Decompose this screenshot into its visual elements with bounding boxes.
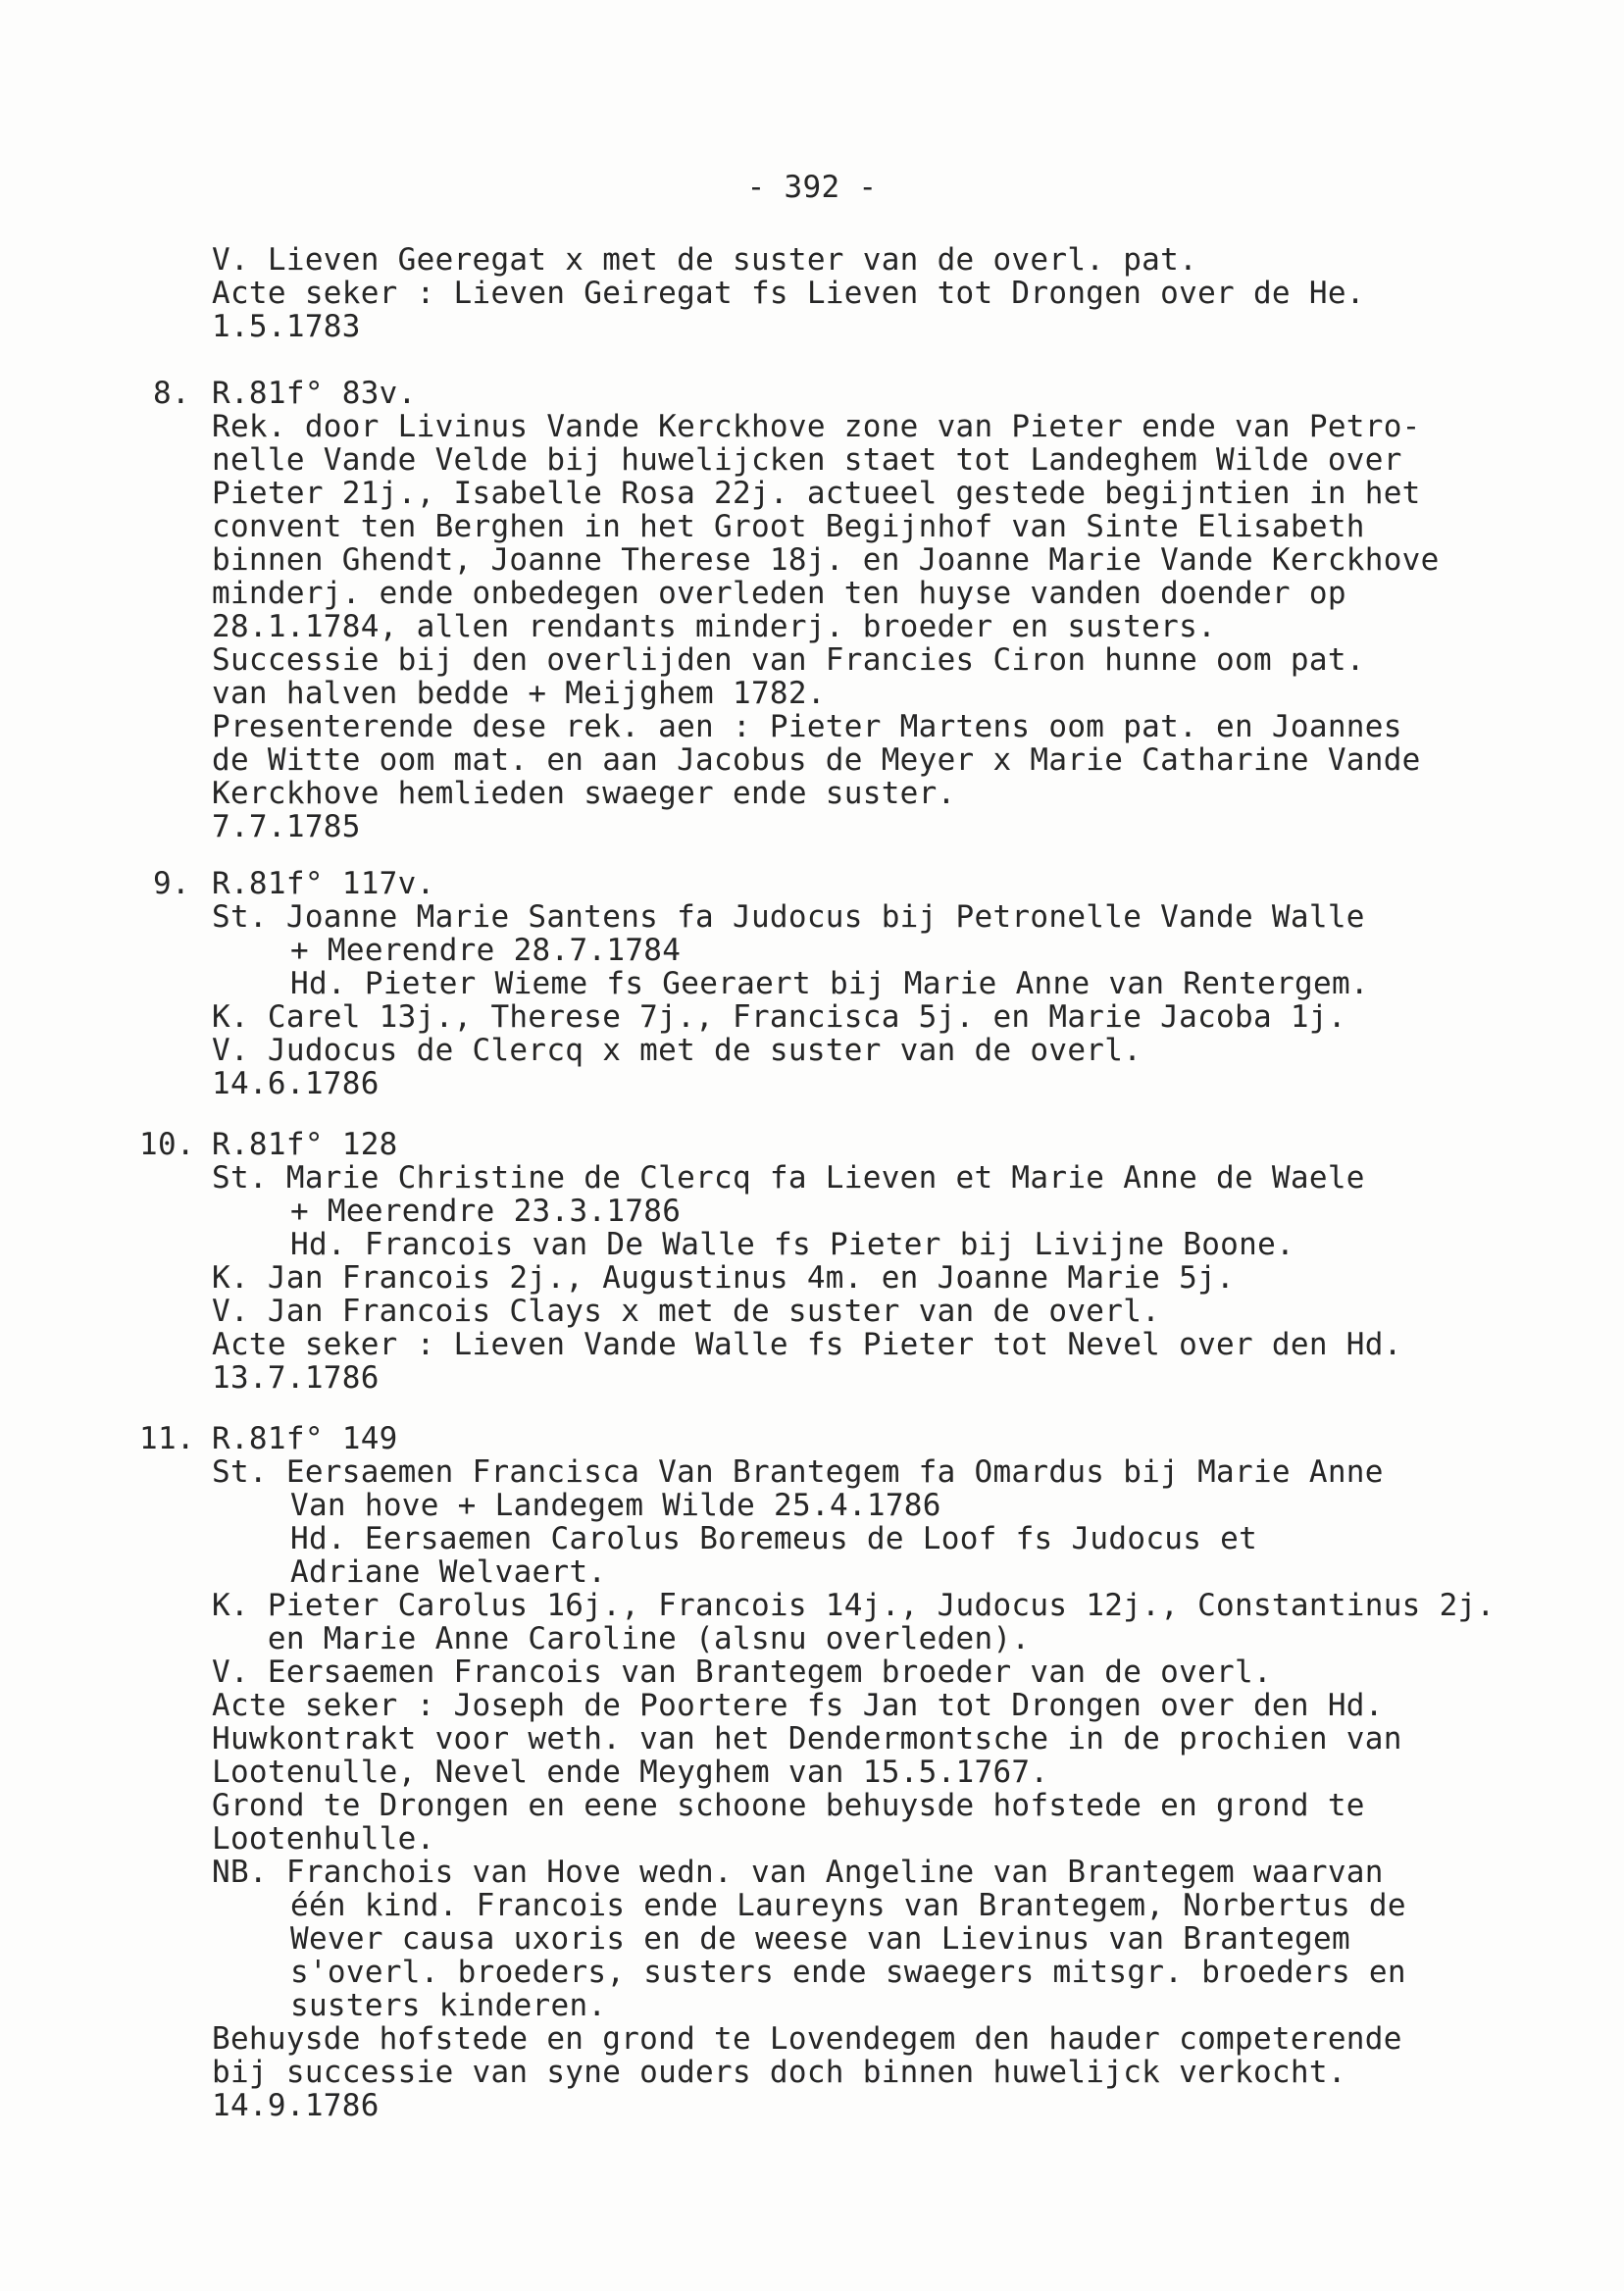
continuation-date: 1.5.1783 [212, 309, 361, 344]
entry-line: Pieter 21j., Isabelle Rosa 22j. actueel gestede begijntien in het [212, 476, 1421, 511]
entry-line: 28.1.1784, allen rendants minderj. broeder en susters. [212, 609, 1217, 644]
entry-line: Acte seker : Joseph de Poortere fs Jan tot Drongen over den Hd. [212, 1688, 1384, 1723]
entry-reference: R.81f° 83v. [212, 376, 417, 411]
entry-line: binnen Ghendt, Joanne Therese 18j. en Joanne Marie Vande Kerckhove [212, 542, 1440, 578]
entry-line: Adriane Welvaert. [290, 1554, 607, 1590]
entry-line: Hd. Eersaemen Carolus Boremeus de Loof fs Judocus et [290, 1521, 1258, 1556]
entry-line: Lootenhulle. [212, 1821, 435, 1857]
entry-reference: R.81f° 128 [212, 1127, 398, 1162]
entry-line: + Meerendre 28.7.1784 [290, 933, 682, 968]
entry-line: Rek. door Livinus Vande Kerckhove zone van Pieter ende van Petro- [212, 409, 1421, 444]
entry-number: 10. [139, 1127, 195, 1162]
entry-line: de Witte oom mat. en aan Jacobus de Meyer x Marie Catharine Vande [212, 742, 1421, 778]
entry-line: V. Jan Francois Clays x met de suster van de overl. [212, 1294, 1161, 1329]
entry-line: Van hove + Landegem Wilde 25.4.1786 [290, 1488, 941, 1523]
continuation-line: V. Lieven Geeregat x met de suster van de overl. pat. [212, 242, 1198, 278]
entry-line: 14.6.1786 [212, 1066, 380, 1101]
entry-line: 13.7.1786 [212, 1360, 380, 1396]
entry-line: K. Carel 13j., Therese 7j., Francisca 5j. en Marie Jacoba 1j. [212, 999, 1346, 1035]
entry-line: Lootenulle, Nevel ende Meyghem van 15.5.1767. [212, 1755, 1049, 1790]
entry-line: St. Marie Christine de Clercq fa Lieven et Marie Anne de Waele [212, 1160, 1365, 1196]
entry-line: St. Eersaemen Francisca Van Brantegem fa Omardus bij Marie Anne [212, 1454, 1384, 1490]
entry-line: bij successie van syne ouders doch binnen huwelijck verkocht. [212, 2055, 1346, 2090]
page-number: - 392 - [746, 170, 878, 205]
entry-line: Presenterende dese rek. aen : Pieter Martens oom pat. en Joannes [212, 709, 1402, 744]
continuation-line: Acte seker : Lieven Geiregat fs Lieven tot Drongen over de He. [212, 276, 1365, 311]
entry-line: + Meerendre 23.3.1786 [290, 1194, 682, 1229]
entry-line: Hd. Pieter Wieme fs Geeraert bij Marie Anne van Rentergem. [290, 966, 1369, 1001]
entry-line: Hd. Francois van De Walle fs Pieter bij Livijne Boone. [290, 1227, 1295, 1262]
entry-line: minderj. ende onbedegen overleden ten huyse vanden doender op [212, 576, 1346, 611]
entry-line: en Marie Anne Caroline (alsnu overleden). [212, 1621, 1031, 1656]
entry-line: 14.9.1786 [212, 2088, 380, 2123]
entry-number: 9. [153, 866, 190, 901]
entry-line: K. Pieter Carolus 16j., Francois 14j., Judocus 12j., Constantinus 2j. [212, 1588, 1496, 1623]
entry-line: V. Eersaemen Francois van Brantegem broeder van de overl. [212, 1655, 1272, 1690]
entry-line: Acte seker : Lieven Vande Walle fs Pieter tot Nevel over den Hd. [212, 1327, 1402, 1362]
entry-line: Grond te Drongen en eene schoone behuysde hofstede en grond te [212, 1788, 1365, 1823]
entry-line: V. Judocus de Clercq x met de suster van de overl. [212, 1033, 1142, 1068]
entry-line: Successie bij den overlijden van Francies Ciron hunne oom pat. [212, 642, 1365, 678]
entry-line: susters kinderen. [290, 1988, 607, 2023]
entry-line: van halven bedde + Meijghem 1782. [212, 676, 826, 711]
entry-number: 8. [153, 376, 190, 411]
entry-line: St. Joanne Marie Santens fa Judocus bij Petronelle Vande Walle [212, 899, 1365, 935]
entry-reference: R.81f° 117v. [212, 866, 435, 901]
entry-line: K. Jan Francois 2j., Augustinus 4m. en Joanne Marie 5j. [212, 1260, 1235, 1296]
entry-line: 7.7.1785 [212, 809, 361, 844]
entry-line: s'overl. broeders, susters ende swaegers mitsgr. broeders en [290, 1955, 1406, 1990]
entry-line: nelle Vande Velde bij huwelijcken staet tot Landeghem Wilde over [212, 442, 1402, 478]
entry-reference: R.81f° 149 [212, 1421, 398, 1456]
entry-line: Wever causa uxoris en de weese van Lievinus van Brantegem [290, 1921, 1350, 1957]
entry-line: convent ten Berghen in het Groot Begijnhof van Sinte Elisabeth [212, 509, 1365, 544]
entry-line: NB. Franchois van Hove wedn. van Angeline van Brantegem waarvan [212, 1855, 1384, 1890]
entry-number: 11. [139, 1421, 195, 1456]
entry-line: Kerckhove hemlieden swaeger ende suster. [212, 776, 956, 811]
entry-line: Huwkontrakt voor weth. van het Dendermontsche in de prochien van [212, 1721, 1402, 1756]
entry-line: Behuysde hofstede en grond te Lovendegem den hauder competerende [212, 2021, 1402, 2057]
entry-line: één kind. Francois ende Laureyns van Brantegem, Norbertus de [290, 1888, 1406, 1923]
